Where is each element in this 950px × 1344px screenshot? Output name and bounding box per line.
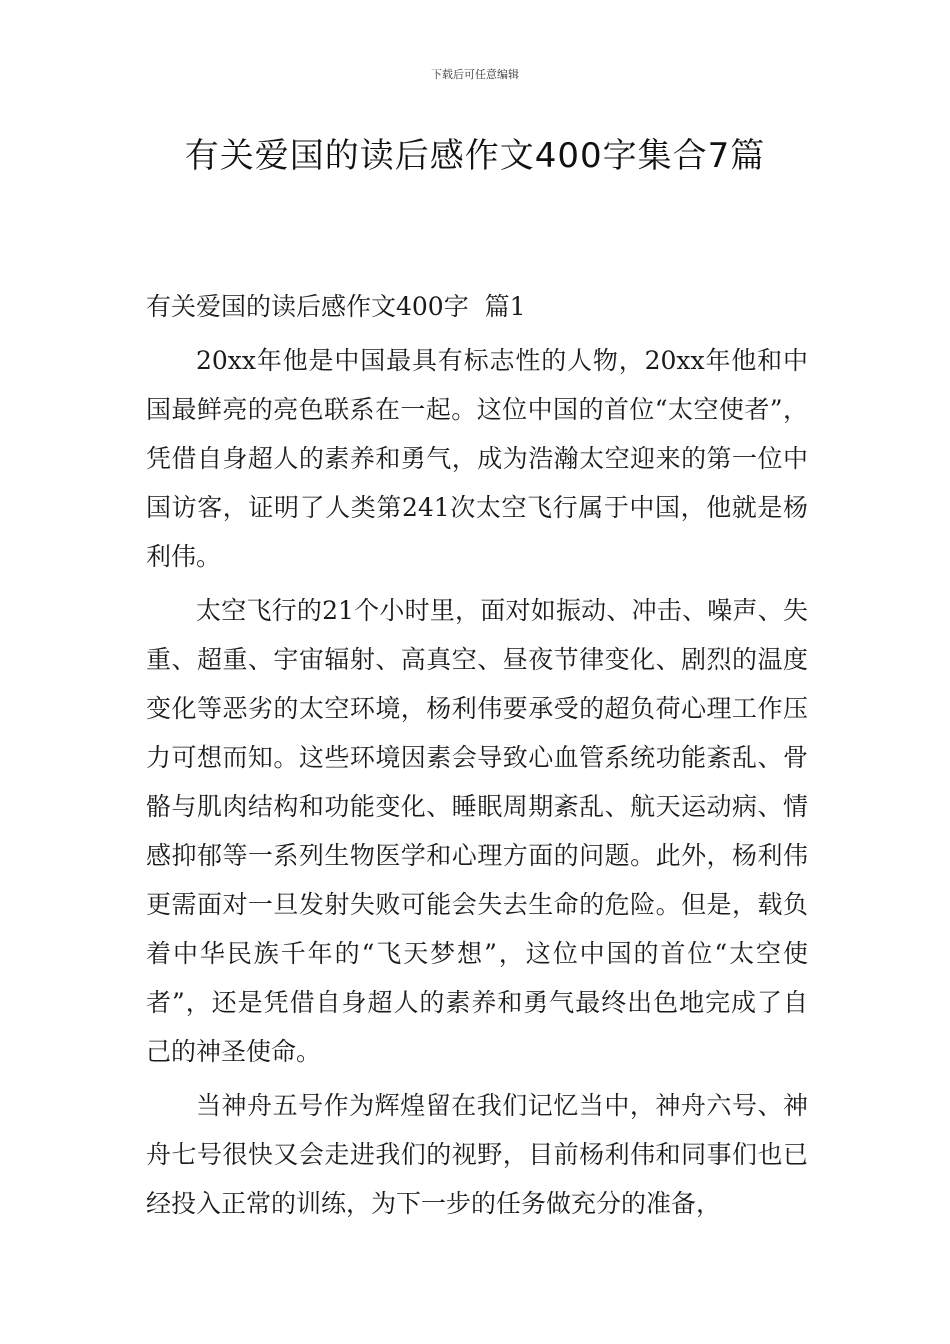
document-body [146,282,808,1228]
paragraph-3: 当神舟五号作为辉煌留在我们记忆当中，神舟六号、神舟七号很快又会走进我们的视野，目前杨利伟和同事们也已经投入正常的训练，为下一步的任务做充分的准备， [146,1091,808,1218]
document-title: 有关爱国的读后感作文400字集合7篇 [184,136,766,176]
paragraph-2: 太空飞行的21个小时里，面对如振动、冲击、噪声、失重、超重、宇宙辐射、高真空、昼夜节律变化、剧烈的温度变化等恶劣的太空环境，杨利伟要承受的超负荷心理工作压力可想而知。这些环境因素会导致心血管系统功能紊乱、骨骼与肌肉结构和功能变化、睡眠周期紊乱、航天运动病、情感抑郁等一系列生物医学和心理方面的问题。此外，杨利伟更需面对一旦发射失败可能会失去生命的危险。但是，载负着中华民族千年的“飞天梦想”，这位中国的首位“太空使者”，还是凭借自身超人的素养和勇气最终出色地完成了自己的神圣使命。 [146,596,808,1066]
paragraph-1: 20xx年他是中国最具有标志性的人物，20xx年他和中国最鲜亮的亮色联系在一起。这位中国的首位“太空使者”，凭借自身超人的素养和勇气，成为浩瀚太空迎来的第一位中国访客，证明了人类第241次太空飞行属于中国，他就是杨利伟。 [146,346,808,571]
section-heading: 有关爱国的读后感作文400字 篇1 [146,292,526,321]
header-note: 下载后可任意编辑 [431,68,519,81]
